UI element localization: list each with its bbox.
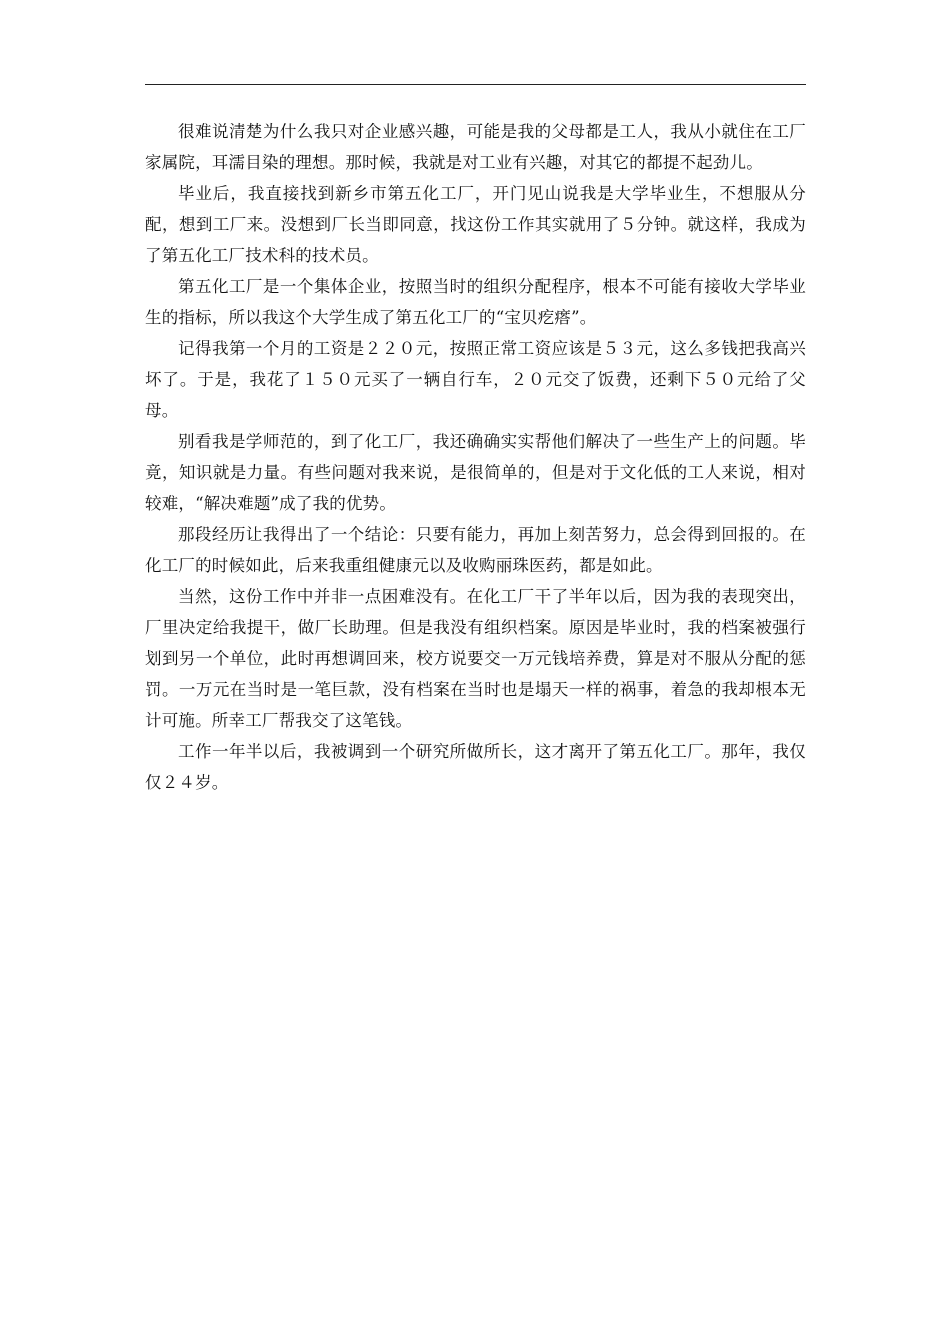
body-text [145,116,806,798]
paragraph: 很难说清楚为什么我只对企业感兴趣，可能是我的父母都是工人，我从小就住在工厂家属院，耳濡目染的理想。那时候，我就是对工业有兴趣，对其它的都提不起劲儿。 [145,122,806,172]
paragraph: 工作一年半以后，我被调到一个研究所做所长，这才离开了第五化工厂。那年，我仅仅２４岁。 [145,742,806,792]
paragraph: 毕业后，我直接找到新乡市第五化工厂，开门见山说我是大学毕业生，不想服从分配，想到工厂来。没想到厂长当即同意，找这份工作其实就用了５分钟。就这样，我成为了第五化工厂技术科的技术员。 [145,184,806,265]
paragraph: 当然，这份工作中并非一点困难没有。在化工厂干了半年以后，因为我的表现突出，厂里决定给我提干，做厂长助理。但是我没有组织档案。原因是毕业时，我的档案被强行划到另一个单位，此时再想调回来，校方说要交一万元钱培养费，算是对不服从分配的惩罚。一万元在当时是一笔巨款，没有档案在当时也是塌天一样的祸事，着急的我却根本无计可施。所幸工厂帮我交了这笔钱。 [145,587,806,730]
paragraph: 那段经历让我得出了一个结论：只要有能力，再加上刻苦努力，总会得到回报的。在化工厂的时候如此，后来我重组健康元以及收购丽珠医药，都是如此。 [145,525,806,575]
paragraph: 记得我第一个月的工资是２２０元，按照正常工资应该是５３元，这么多钱把我高兴坏了。于是，我花了１５０元买了一辆自行车，２０元交了饭费，还剩下５０元给了父母。 [145,339,806,420]
header-rule [145,84,806,85]
paragraph: 第五化工厂是一个集体企业，按照当时的组织分配程序，根本不可能有接收大学毕业生的指标，所以我这个大学生成了第五化工厂的“宝贝疙瘩”。 [145,277,806,327]
paragraph: 别看我是学师范的，到了化工厂，我还确确实实帮他们解决了一些生产上的问题。毕竟，知识就是力量。有些问题对我来说，是很简单的，但是对于文化低的工人来说，相对较难，“解决难题”成了我的优势。 [145,432,806,513]
